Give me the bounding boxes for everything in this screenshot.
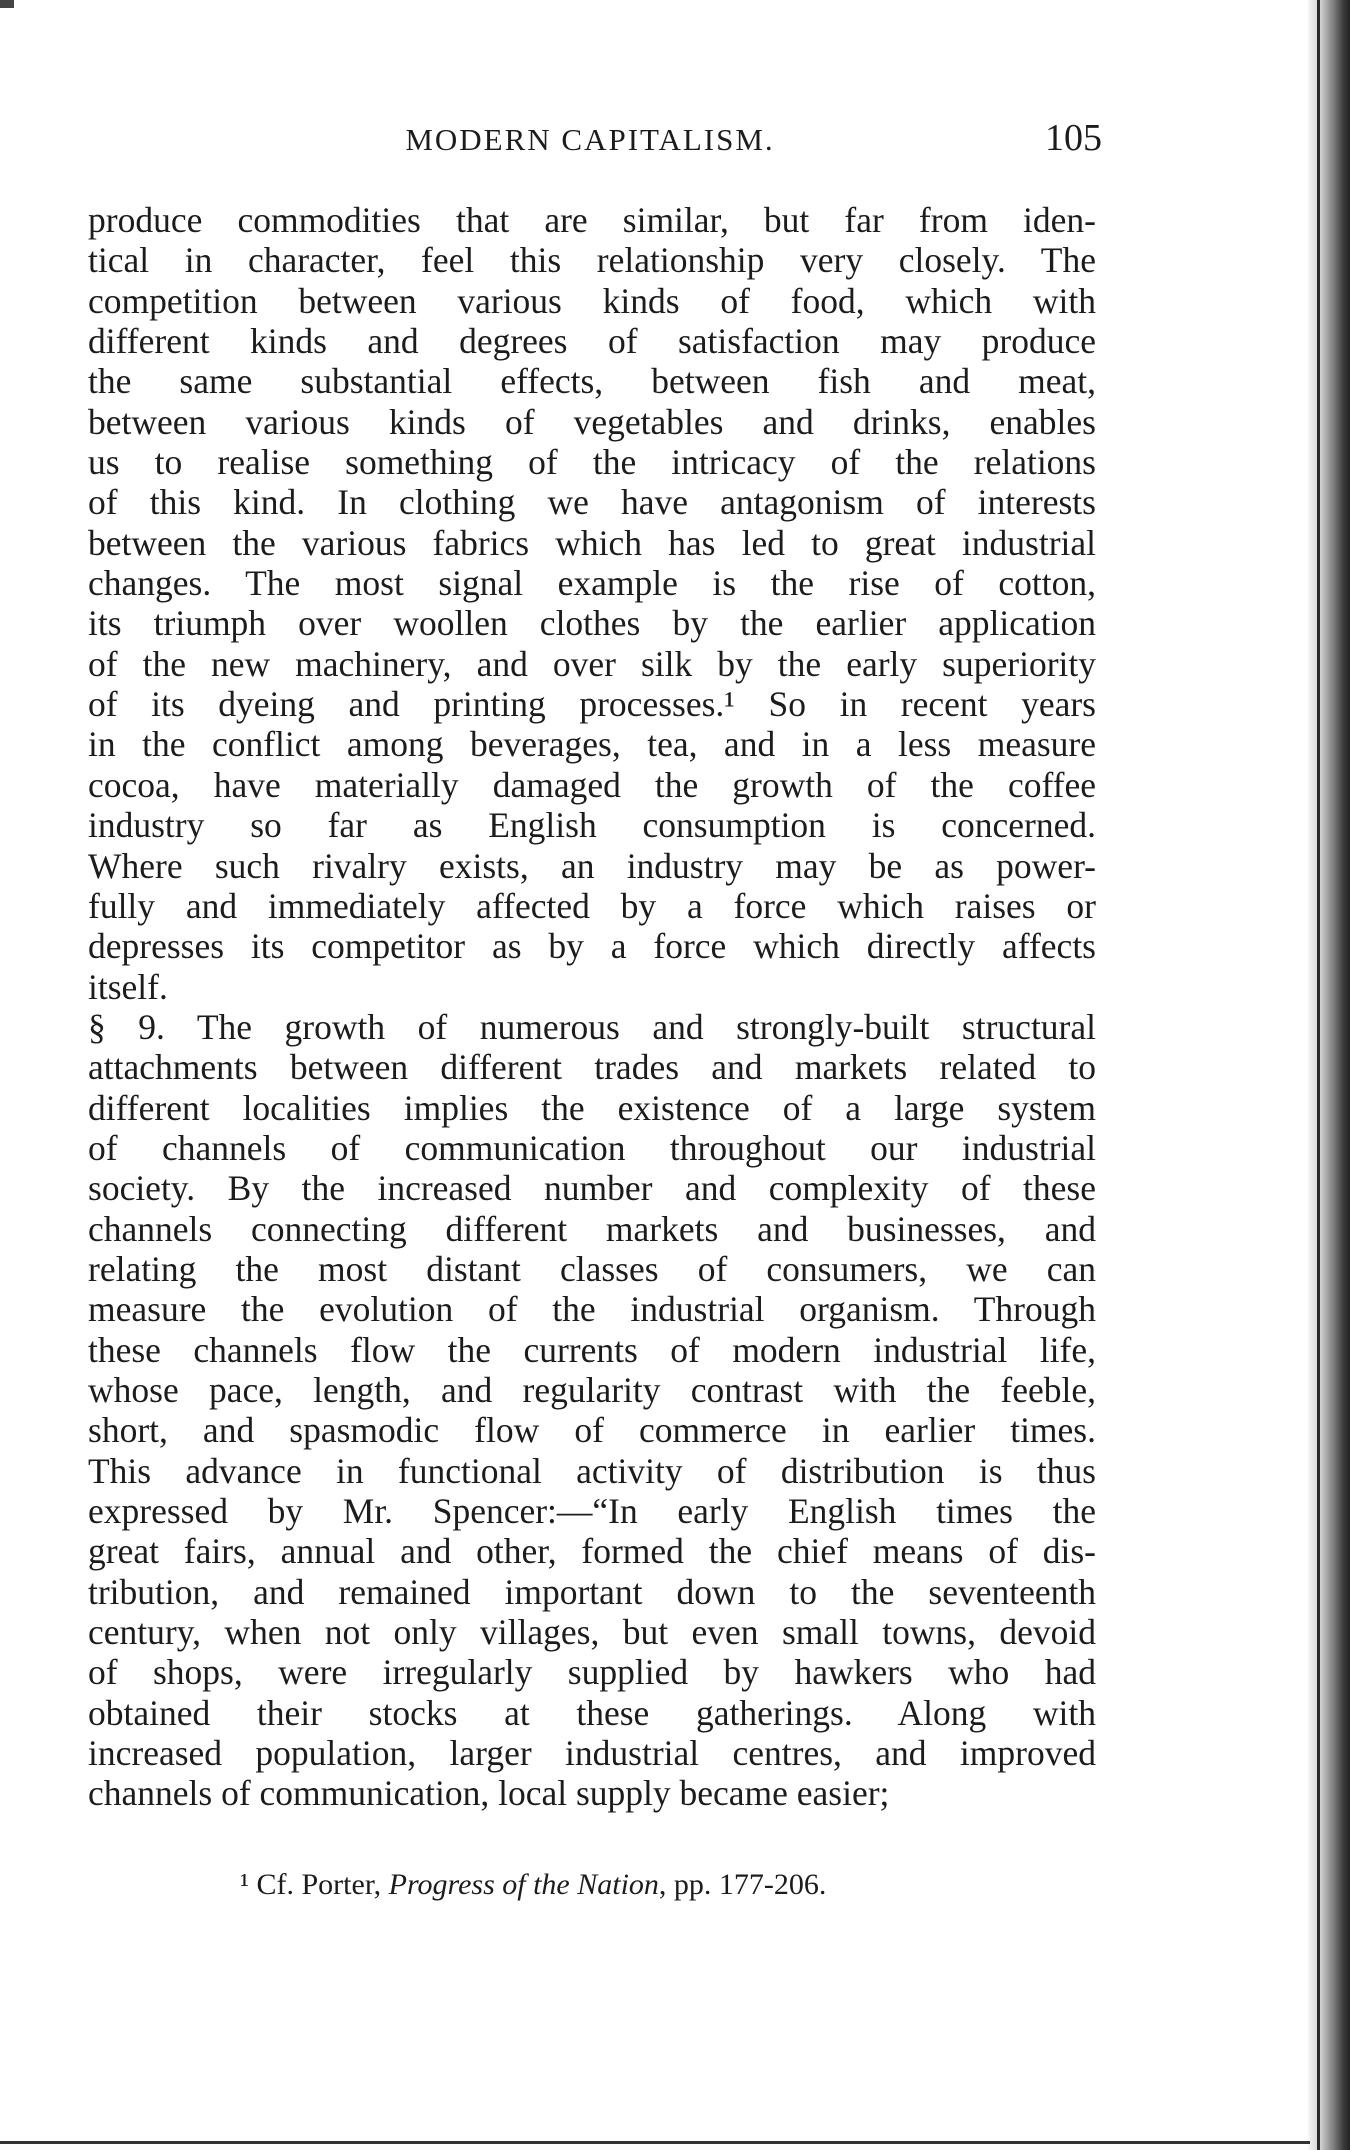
- text-line: society. By the increased number and complexity of these: [88, 1168, 1096, 1209]
- text-line: depresses its competitor as by a force which directly affects: [88, 926, 1096, 967]
- text-line: great fairs, annual and other, formed the chief means of dis-: [88, 1531, 1096, 1572]
- text-line: competition between various kinds of food, which with: [88, 280, 1096, 321]
- text-line: expressed by Mr. Spencer:—“In early English times the: [88, 1491, 1096, 1531]
- text-line: tribution, and remained important down to the seventeenth: [88, 1571, 1096, 1612]
- text-line: changes. The most signal example is the rise of cotton,: [88, 563, 1096, 604]
- text-line: between various kinds of vegetables and drinks, enables: [88, 401, 1096, 442]
- text-line: these channels flow the currents of modern industrial life,: [88, 1329, 1096, 1370]
- text-line: fully and immediately affected by a force which raises or: [88, 885, 1096, 926]
- footnote: [240, 1868, 1040, 1902]
- text-line: of its dyeing and printing processes.¹ So in recent years: [88, 684, 1096, 725]
- text-line: attachments between different trades and markets related to: [88, 1047, 1096, 1088]
- text-line: different kinds and degrees of satisfaction may produce: [88, 321, 1096, 362]
- text-line: of this kind. In clothing we have antagonism of interests: [88, 482, 1096, 523]
- text-line: century, when not only villages, but even small towns, devoid: [88, 1612, 1096, 1653]
- text-line: measure the evolution of the industrial organism. Through: [88, 1289, 1096, 1330]
- text-line: increased population, larger industrial centres, and improved: [88, 1733, 1096, 1774]
- footnote-marker: ¹: [240, 1868, 249, 1901]
- text-line: of channels of communication throughout our industrial: [88, 1127, 1096, 1168]
- text-line: This advance in functional activity of distribution is thus: [88, 1450, 1096, 1491]
- binding-gutter-line: [1317, 0, 1320, 2150]
- text-line: produce commodities that are similar, but far from iden-: [88, 200, 1096, 240]
- footnote-prefix: Cf. Porter,: [256, 1868, 382, 1901]
- text-line: tical in character, feel this relationship very closely. The: [88, 240, 1096, 281]
- body-text: [88, 200, 1096, 1814]
- text-line: us to realise something of the intricacy of the relations: [88, 442, 1096, 483]
- page-number: 105: [1045, 117, 1102, 159]
- text-line: in the conflict among beverages, tea, and in a less measure: [88, 724, 1096, 765]
- text-line: of shops, were irregularly supplied by hawkers who had: [88, 1652, 1096, 1693]
- text-line: § 9. The growth of numerous and strongly-built structural: [88, 1006, 1096, 1047]
- running-head: [90, 117, 1102, 166]
- text-line: whose pace, length, and regularity contrast with the feeble,: [88, 1369, 1096, 1410]
- text-line: of the new machinery, and over silk by the early superiority: [88, 643, 1096, 684]
- text-line: the same substantial effects, between fish and meat,: [88, 361, 1096, 402]
- text-line: between the various fabrics which has led to great industrial: [88, 522, 1096, 563]
- text-line: itself.: [88, 966, 168, 1007]
- text-line: short, and spasmodic flow of commerce in earlier times.: [88, 1410, 1096, 1451]
- text-line: channels connecting different markets and businesses, and: [88, 1208, 1096, 1249]
- text-line: its triumph over woollen clothes by the earlier application: [88, 603, 1096, 644]
- binding-gutter-shadow: [1308, 0, 1350, 2150]
- text-line: obtained their stocks at these gatherings. Along with: [88, 1692, 1096, 1733]
- footnote-title: Progress of the Nation: [388, 1868, 659, 1901]
- text-line: cocoa, have materially damaged the growth of the coffee: [88, 764, 1096, 805]
- text-line: Where such rivalry exists, an industry may be as power-: [88, 845, 1096, 886]
- text-line: relating the most distant classes of consumers, we can: [88, 1248, 1096, 1289]
- text-line: industry so far as English consumption is concerned.: [88, 805, 1096, 846]
- running-title: MODERN CAPITALISM.: [405, 122, 775, 157]
- text-line: different localities implies the existence of a large system: [88, 1087, 1096, 1128]
- scan-corner-mark: [0, 0, 14, 8]
- footnote-suffix: , pp. 177-206.: [658, 1868, 827, 1901]
- text-line: channels of communication, local supply became easier;: [88, 1773, 890, 1814]
- scan-bottom-edge: [0, 2141, 1310, 2144]
